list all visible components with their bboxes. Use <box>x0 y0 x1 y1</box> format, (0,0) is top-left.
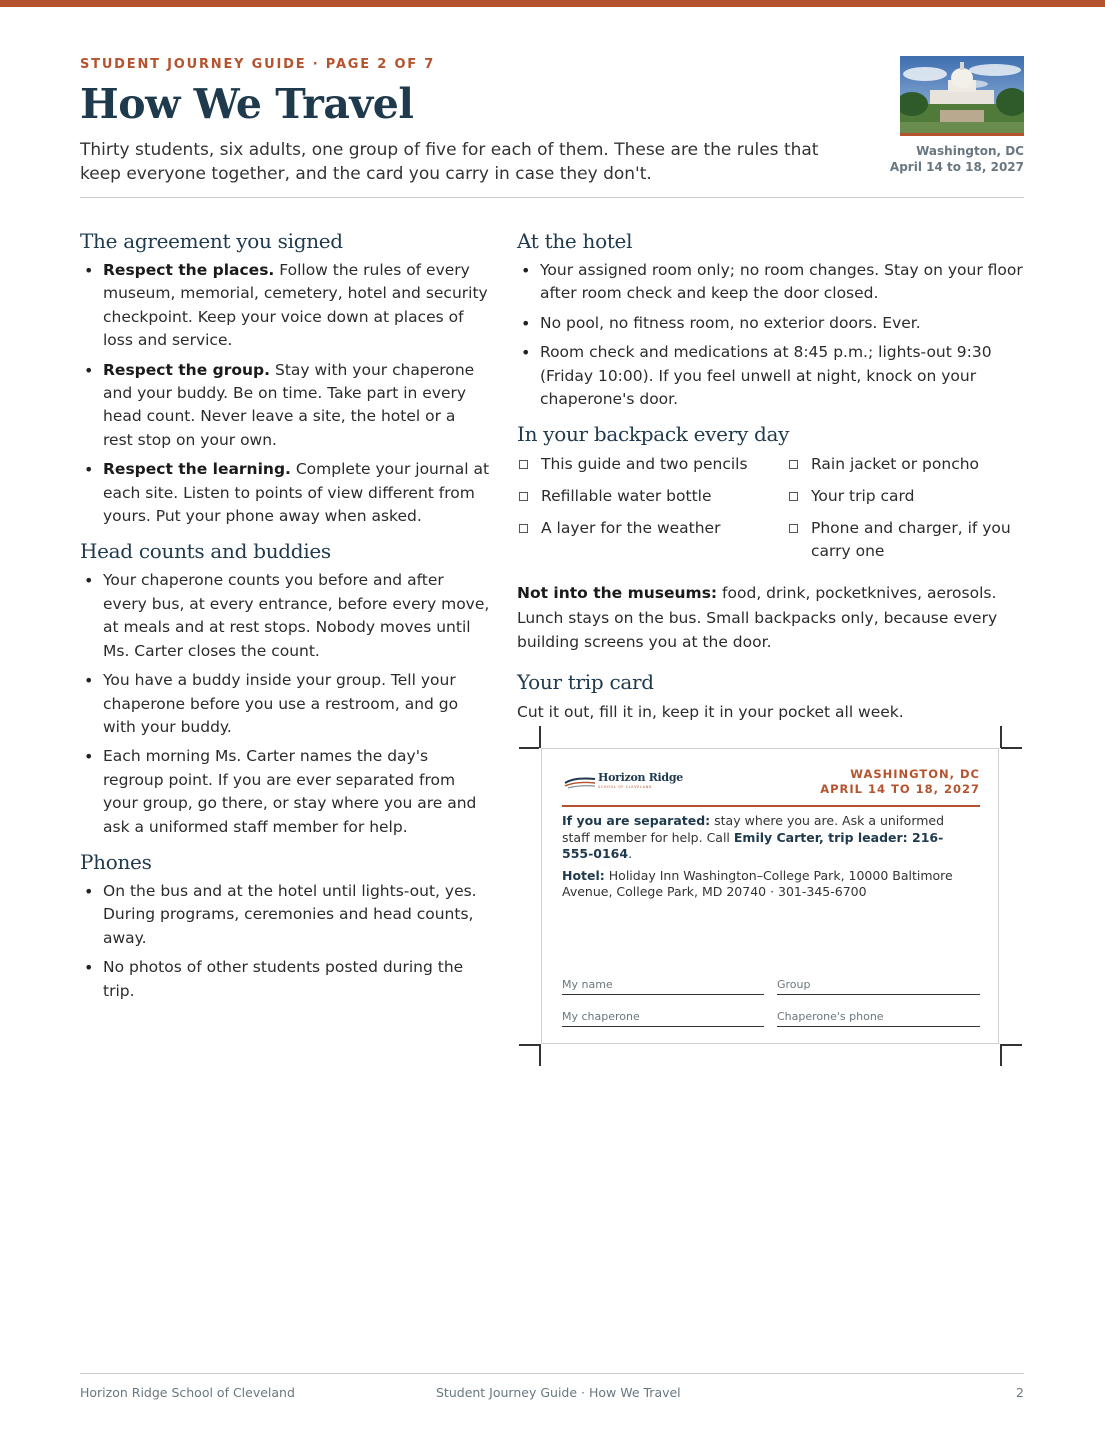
checkbox-icon[interactable] <box>789 492 798 501</box>
list-item-bold: Respect the group. <box>103 360 271 379</box>
checklist-item-label: Your trip card <box>811 487 915 506</box>
capitol-photo <box>900 56 1024 136</box>
list-item <box>80 458 490 528</box>
list-item: • Each morning Ms. Carter names the day's regroup point. If you are ever separated from your group, go there, or stay where you are and ask a uniformed staff member for help. <box>80 745 490 839</box>
trip-leader-contact: Emily Carter, trip leader: 216-555-0164 <box>562 829 944 861</box>
headcounts-section <box>80 538 490 838</box>
trip-card-cutout <box>517 726 1024 1066</box>
headcounts-list <box>80 569 490 838</box>
list-item <box>80 259 490 353</box>
crop-mark <box>1000 726 1002 748</box>
backpack-heading: In your backpack every day <box>517 422 790 447</box>
hotel-heading: At the hotel <box>517 229 633 253</box>
capitol-photo-image <box>900 56 1024 136</box>
my-name-field[interactable]: My name <box>562 978 764 995</box>
checklist-item-label: This guide and two pencils <box>541 455 748 474</box>
group-field[interactable]: Group <box>777 978 980 995</box>
checklist-item[interactable] <box>517 517 787 563</box>
hotel-text: Holiday Inn Washington–College Park, 10000 Baltimore Avenue, College Park, MD 20740 · 301-345-6700 <box>562 867 953 899</box>
hotel-label: Hotel: <box>562 867 605 883</box>
checklist-item[interactable] <box>787 453 1017 476</box>
my-chaperone-field[interactable]: My chaperone <box>562 1010 764 1027</box>
list-item: • No pool, no fitness room, no exterior doors. Ever. <box>517 312 1024 335</box>
phones-list <box>80 880 490 1003</box>
checkbox-icon[interactable] <box>519 524 528 533</box>
horizon-logo-icon <box>564 775 596 789</box>
checklist-item-label: Refillable water bottle <box>541 487 712 506</box>
list-item-text: Complete your journal at each site. Listen to points of view different from yours. Put your phone away when asked. <box>103 460 490 526</box>
card-destination-dates: APRIL 14 TO 18, 2027 <box>820 782 980 796</box>
list-item <box>80 359 490 453</box>
tripcard-section <box>517 669 1024 725</box>
backpack-checklist <box>517 453 1024 563</box>
phones-heading: Phones <box>80 849 152 874</box>
checklist-item[interactable] <box>517 453 787 476</box>
photo-caption-place: Washington, DC <box>916 144 1024 158</box>
crop-mark <box>1001 747 1022 749</box>
crop-mark <box>539 726 541 748</box>
logo-name: Horizon Ridge <box>598 771 683 784</box>
crop-mark <box>519 1044 539 1046</box>
checklist-item[interactable] <box>787 485 1017 508</box>
photo-caption-dates: April 14 to 18, 2027 <box>889 160 1024 174</box>
hotel-section <box>517 228 1024 411</box>
card-info <box>562 813 962 906</box>
note-text: food, drink, pocketknives, aerosols. Lunch stays on the bus. Small backpacks only, because every building screens you at the door. <box>517 584 998 652</box>
crop-mark <box>519 747 539 749</box>
card-destination <box>820 767 980 797</box>
agreement-section <box>80 228 490 528</box>
not-into-museums-note <box>517 581 1024 655</box>
note-bold: Not into the museums: <box>517 584 718 603</box>
list-item-text: Follow the rules of every museum, memorial, cemetery, hotel and security checkpoint. Keep your voice down at places of loss and service. <box>103 261 488 350</box>
header-divider <box>80 197 1024 198</box>
hotel-list <box>517 259 1024 411</box>
checklist-item-label: Rain jacket or poncho <box>811 455 980 474</box>
checklist-item-label: Phone and charger, if you carry one <box>811 519 1011 561</box>
separated-end: . <box>628 846 633 861</box>
photo-caption <box>890 143 1024 175</box>
list-item: • Room check and medications at 8:45 p.m.; lights-out 9:30 (Friday 10:00). If you feel unwell at night, knock on your chaperone's door. <box>517 341 1024 411</box>
card-divider <box>562 805 980 807</box>
crop-mark <box>1001 1044 1022 1046</box>
page-eyebrow: STUDENT JOURNEY GUIDE · PAGE 2 OF 7 <box>80 57 436 72</box>
checklist-item-label: A layer for the weather <box>541 519 721 538</box>
chaperone-phone-field[interactable]: Chaperone's phone <box>777 1010 980 1027</box>
list-item: • You have a buddy inside your group. Tell your chaperone before you use a restroom, and go with your buddy. <box>80 669 490 739</box>
list-item-text: Stay with your chaperone and your buddy. Be on time. Take part in every head count. Never leave a site, the hotel or a rest stop on your own. <box>103 360 475 449</box>
list-item: • Your chaperone counts you before and after every bus, at every entrance, before every move, at meals and at rest stops. Nobody moves until Ms. Carter closes the count. <box>80 569 490 663</box>
page-intro: Thirty students, six adults, one group of five for each of them. These are the rules that keep everyone together, and the card you carry in case they don't. <box>80 140 819 184</box>
trip-card <box>541 748 999 1044</box>
list-item: • Your assigned room only; no room changes. Stay on your floor after room check and keep the door closed. <box>517 259 1024 306</box>
footer-divider <box>80 1373 1024 1374</box>
headcounts-heading: Head counts and buddies <box>80 539 331 564</box>
checkbox-icon[interactable] <box>789 524 798 533</box>
backpack-section <box>517 421 1024 655</box>
crop-mark <box>1000 1044 1002 1066</box>
agreement-list <box>80 259 490 528</box>
agreement-heading: The agreement you signed <box>80 229 343 253</box>
list-item-bold: Respect the places. <box>103 261 275 279</box>
footer-school: Horizon Ridge School of Cleveland <box>80 1385 295 1400</box>
tripcard-heading: Your trip card <box>517 669 654 694</box>
page-title: How We Travel <box>80 80 414 128</box>
card-separated-instructions <box>562 813 962 863</box>
checkbox-icon[interactable] <box>789 460 798 469</box>
checklist-item[interactable] <box>787 517 1017 563</box>
tripcard-subtitle: Cut it out, fill it in, keep it in your pocket all week. <box>517 702 904 721</box>
list-item: • No photos of other students posted during the trip. <box>80 956 490 1003</box>
separated-text: stay where you are. Ask a uniformed staff member for help. Call <box>562 813 945 845</box>
list-item-bold: Respect the learning. <box>103 460 291 479</box>
checkbox-icon[interactable] <box>519 460 528 469</box>
logo-subtitle: SCHOOL OF CLEVELAND <box>598 785 653 789</box>
separated-label: If you are separated: <box>562 813 711 828</box>
top-accent-bar <box>0 0 1105 7</box>
left-column <box>80 228 490 1013</box>
crop-mark <box>539 1044 541 1066</box>
card-destination-place: WASHINGTON, DC <box>850 767 980 781</box>
footer-guide-title: Student Journey Guide · How We Travel <box>436 1385 681 1400</box>
school-logo <box>564 771 683 793</box>
checkbox-icon[interactable] <box>519 492 528 501</box>
phones-section <box>80 849 490 1003</box>
footer-page-number: 2 <box>1016 1385 1024 1400</box>
card-hotel-info <box>562 868 962 901</box>
checklist-item[interactable] <box>517 485 787 508</box>
right-column <box>517 228 1024 738</box>
list-item: • On the bus and at the hotel until lights-out, yes. During programs, ceremonies and head counts, away. <box>80 880 490 950</box>
